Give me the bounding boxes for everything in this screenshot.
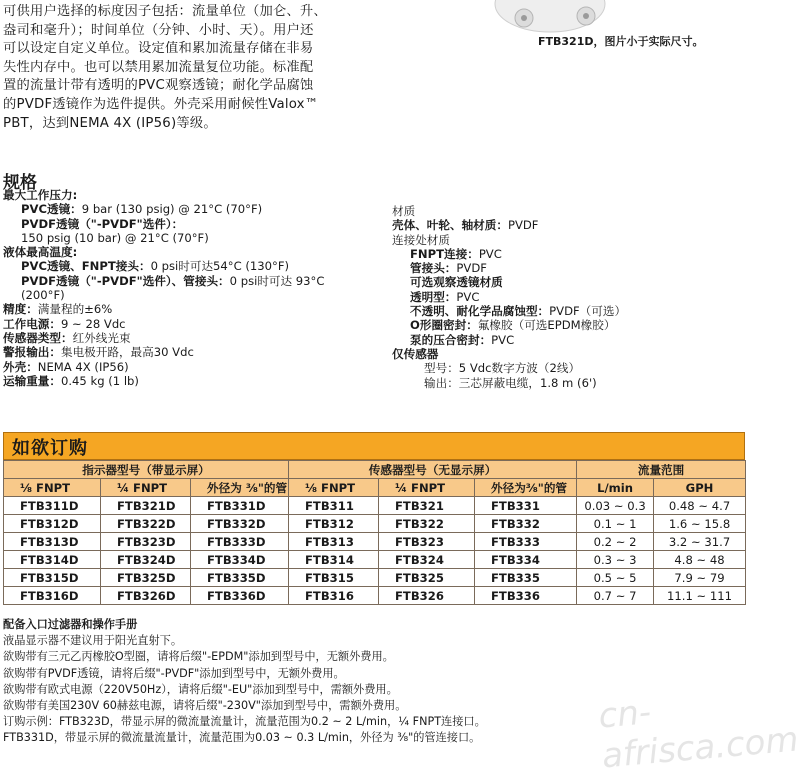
spec-line: [392, 290, 626, 304]
table-cell: FTB316: [289, 587, 379, 605]
spec-label: 传感器类型：: [3, 330, 73, 345]
spec-line: [392, 218, 626, 232]
spec-line: [3, 302, 324, 316]
spec-line: [392, 261, 626, 275]
order-title: 如欲订购: [12, 438, 88, 459]
specs-title: 规格: [3, 173, 37, 193]
table-cell: FTB335D: [191, 569, 289, 587]
table-cell: FTB313D: [4, 533, 101, 551]
spec-line: [392, 318, 626, 332]
spec-line: [3, 245, 324, 259]
spec-label: 壳体、叶轮、轴材质：: [392, 218, 508, 233]
table-cell: FTB322D: [101, 515, 191, 533]
spec-label: 泵的压合密封：: [410, 332, 492, 347]
group-indicator: 指示器型号（带显示屏）: [4, 461, 289, 479]
intro-line: 置的流量计带有透明的PVC观察透镜；耐化学品腐蚀: [3, 78, 314, 94]
note-line: 欲购带有PVDF透镜，请将后缀"-PVDF"添加到型号中，无额外费用。: [3, 666, 345, 680]
table-cell: FTB323: [379, 533, 475, 551]
order-header-bar: [3, 432, 745, 460]
spec-value: NEMA 4X (IP56): [37, 359, 129, 374]
table-cell: FTB335: [475, 569, 577, 587]
table-cell: FTB311D: [4, 497, 101, 515]
order-table: [3, 460, 746, 605]
spec-line: [392, 204, 626, 218]
spec-label: 仅传感器: [392, 346, 439, 361]
order-group-header: [4, 461, 746, 479]
spec-line: [3, 202, 324, 216]
table-cell: FTB315D: [4, 569, 101, 587]
table-cell: 0.5 ~ 5: [577, 569, 654, 587]
specs-left-column: [3, 188, 324, 388]
table-cell: FTB321: [379, 497, 475, 515]
spec-label: 透明型：: [410, 289, 457, 304]
spec-value: 型号：5 Vdc数字方波（2线）: [424, 361, 581, 376]
intro-line: 盎司和毫升）；时间单位（分钟、小时、天）。用户还: [3, 22, 314, 38]
intro-paragraph: [3, 3, 383, 133]
note-line: 订购示例：FTB323D，带显示屏的微流量流量计，流量范围为0.2 ~ 2 L/min，¼ FNPT连接口。: [3, 715, 486, 729]
spec-value: 0 psi时可达 93°C: [229, 273, 325, 288]
spec-value: 输出：三芯屏蔽电缆，1.8 m (6'): [424, 375, 597, 390]
spec-value: 0 psi时可达54°C (130°F): [150, 259, 290, 274]
spec-label: PVDF透镜（"-PVDF"选件）：: [21, 216, 184, 231]
table-row: [4, 569, 746, 587]
table-cell: FTB313: [289, 533, 379, 551]
spec-label: O形圈密封：: [410, 318, 478, 333]
spec-line: [3, 274, 324, 288]
spec-label: 管接头：: [410, 261, 457, 276]
table-cell: FTB331D: [191, 497, 289, 515]
spec-line: [392, 347, 626, 361]
order-table-body: [4, 497, 746, 605]
table-cell: FTB332D: [191, 515, 289, 533]
spec-line: [392, 233, 626, 247]
spec-line: [392, 376, 626, 390]
table-cell: FTB315: [289, 569, 379, 587]
spec-label: 最大工作压力:: [3, 188, 78, 202]
spec-value: 150 psig (10 bar) @ 21°C (70°F): [21, 230, 209, 245]
intro-line: 可以设定自定义单位。设定值和累加流量存储在非易: [3, 41, 314, 57]
column-header: ⅛ FNPT: [4, 479, 101, 497]
group-flow-range: 流量范围: [577, 461, 746, 479]
note-line: 液晶显示器不建议用于阳光直射下。: [3, 634, 183, 648]
table-cell: FTB332: [475, 515, 577, 533]
table-cell: FTB324D: [101, 551, 191, 569]
column-header: ¼ FNPT: [379, 479, 475, 497]
spec-label: 外壳：: [3, 359, 38, 374]
table-cell: FTB326D: [101, 587, 191, 605]
table-cell: 11.1 ~ 111: [654, 587, 746, 605]
spec-line: [392, 304, 626, 318]
table-row: [4, 551, 746, 569]
table-cell: FTB323D: [101, 533, 191, 551]
table-cell: FTB322: [379, 515, 475, 533]
spec-line: [3, 374, 324, 388]
table-cell: 0.48 ~ 4.7: [654, 497, 746, 515]
table-cell: 4.8 ~ 48: [654, 551, 746, 569]
table-cell: 0.03 ~ 0.3: [577, 497, 654, 515]
spec-line: [3, 188, 324, 202]
table-cell: FTB314: [289, 551, 379, 569]
note-line: 欲购带有三元乙丙橡胶O型圈，请将后缀"-EPDM"添加到型号中，无额外费用。: [3, 650, 394, 664]
table-cell: 7.9 ~ 79: [654, 569, 746, 587]
table-row: [4, 587, 746, 605]
spec-line: [392, 333, 626, 347]
table-cell: FTB334: [475, 551, 577, 569]
table-row: [4, 533, 746, 551]
spec-value: 9 ~ 28 Vdc: [60, 316, 126, 331]
column-header: ⅛ FNPT: [289, 479, 379, 497]
spec-line: [3, 331, 324, 345]
specs-right-column: [392, 204, 626, 390]
spec-value: 连接处材质: [392, 232, 450, 247]
table-cell: FTB331: [475, 497, 577, 515]
spec-label: 警报输出：: [3, 345, 61, 360]
table-cell: 0.2 ~ 2: [577, 533, 654, 551]
column-header: GPH: [654, 479, 746, 497]
table-cell: 0.1 ~ 1: [577, 515, 654, 533]
table-cell: FTB333D: [191, 533, 289, 551]
table-cell: FTB316D: [4, 587, 101, 605]
intro-line: 失性内存中。也可以禁用累加流量复位功能。标准配: [3, 59, 314, 75]
table-cell: 0.7 ~ 7: [577, 587, 654, 605]
order-notes: [3, 617, 486, 747]
spec-line: [392, 247, 626, 261]
spec-line: [392, 361, 626, 375]
spec-value: PVC: [478, 246, 502, 261]
note-line: 欲购带有欧式电源（220V50Hz），请将后缀"-EU"添加到型号中，需额外费用。: [3, 682, 398, 696]
spec-value: 红外线光束: [72, 330, 131, 345]
spec-value: (200°F): [21, 288, 65, 303]
table-cell: FTB326: [379, 587, 475, 605]
spec-value: PVC: [491, 332, 515, 347]
spec-line: [3, 231, 324, 245]
table-cell: FTB336: [475, 587, 577, 605]
table-row: [4, 497, 746, 515]
spec-value: PVDF（可选）: [549, 304, 627, 319]
spec-line: [3, 288, 324, 302]
watermark: cn-afrisca.com: [596, 692, 800, 776]
spec-value: 满量程的±6%: [37, 302, 113, 317]
spec-label: PVC透镜、FNPT接头：: [21, 259, 151, 274]
spec-line: [3, 217, 324, 231]
spec-line: [3, 317, 324, 331]
spec-label: 可选观察透镜材质: [410, 275, 503, 290]
spec-value: 氟橡胶（可选EPDM橡胶）: [477, 318, 616, 333]
spec-label: 液体最高温度:: [3, 245, 78, 260]
table-cell: FTB321D: [101, 497, 191, 515]
column-header: L/min: [577, 479, 654, 497]
spec-line: [3, 360, 324, 374]
spec-value: 0.45 kg (1 lb): [60, 373, 139, 388]
table-cell: FTB314D: [4, 551, 101, 569]
intro-line: 可供用户选择的标度因子包括：流量单位（加仑、升、: [3, 4, 327, 19]
product-photo: [500, 0, 610, 30]
table-cell: FTB325D: [101, 569, 191, 587]
table-cell: 0.3 ~ 3: [577, 551, 654, 569]
table-cell: FTB312: [289, 515, 379, 533]
note-line: 欲购带有美国230V 60赫兹电源，请将后缀"-230V"添加到型号中，需额外费用。: [3, 699, 407, 713]
table-row: [4, 515, 746, 533]
column-header: ¼ FNPT: [101, 479, 191, 497]
intro-line: PBT，达到NEMA 4X (IP56)等级。: [3, 115, 217, 131]
spec-line: [392, 275, 626, 289]
spec-value: PVDF: [456, 261, 487, 276]
table-cell: FTB333: [475, 533, 577, 551]
table-cell: FTB325: [379, 569, 475, 587]
table-cell: 1.6 ~ 15.8: [654, 515, 746, 533]
note-line: FTB331D，带显示屏的微流量流量计，流量范围为0.03 ~ 0.3 L/min，外径为 ⅜"的管连接口。: [3, 731, 481, 745]
note-line: 配备入口过滤器和操作手册: [3, 618, 138, 631]
table-cell: FTB334D: [191, 551, 289, 569]
order-column-header: [4, 479, 746, 497]
column-header: 外径为⅜"的管: [475, 479, 577, 497]
table-cell: FTB311: [289, 497, 379, 515]
spec-value: 集电极开路，最高30 Vdc: [60, 345, 194, 360]
spec-line: [3, 259, 324, 273]
photo-caption: FTB321D，图片小于实际尺寸。: [538, 35, 704, 48]
column-header: 外径为 ⅜"的管: [191, 479, 289, 497]
spec-label: 不透明、耐化学品腐蚀型：: [410, 304, 550, 319]
table-cell: FTB312D: [4, 515, 101, 533]
spec-label: FNPT连接：: [410, 246, 479, 261]
spec-value: PVDF: [507, 218, 539, 233]
spec-label: 精度：: [3, 302, 38, 317]
spec-line: [3, 345, 324, 359]
intro-line: 的PVDF透镜作为选件提供。外壳采用耐候性Valox™: [3, 96, 319, 112]
spec-label: PVDF透镜（"-PVDF"选件）、管接头：: [21, 273, 230, 288]
group-sensor: 传感器型号（无显示屏）: [289, 461, 577, 479]
spec-label: 运输重量：: [3, 373, 61, 388]
spec-label: 工作电源：: [3, 316, 61, 331]
spec-label: PVC透镜：: [21, 202, 82, 217]
spec-value: PVC: [456, 289, 480, 304]
table-cell: 3.2 ~ 31.7: [654, 533, 746, 551]
spec-value: 9 bar (130 psig) @ 21°C (70°F): [81, 202, 263, 217]
spec-value: 材质: [392, 204, 416, 218]
table-cell: FTB336D: [191, 587, 289, 605]
table-cell: FTB324: [379, 551, 475, 569]
